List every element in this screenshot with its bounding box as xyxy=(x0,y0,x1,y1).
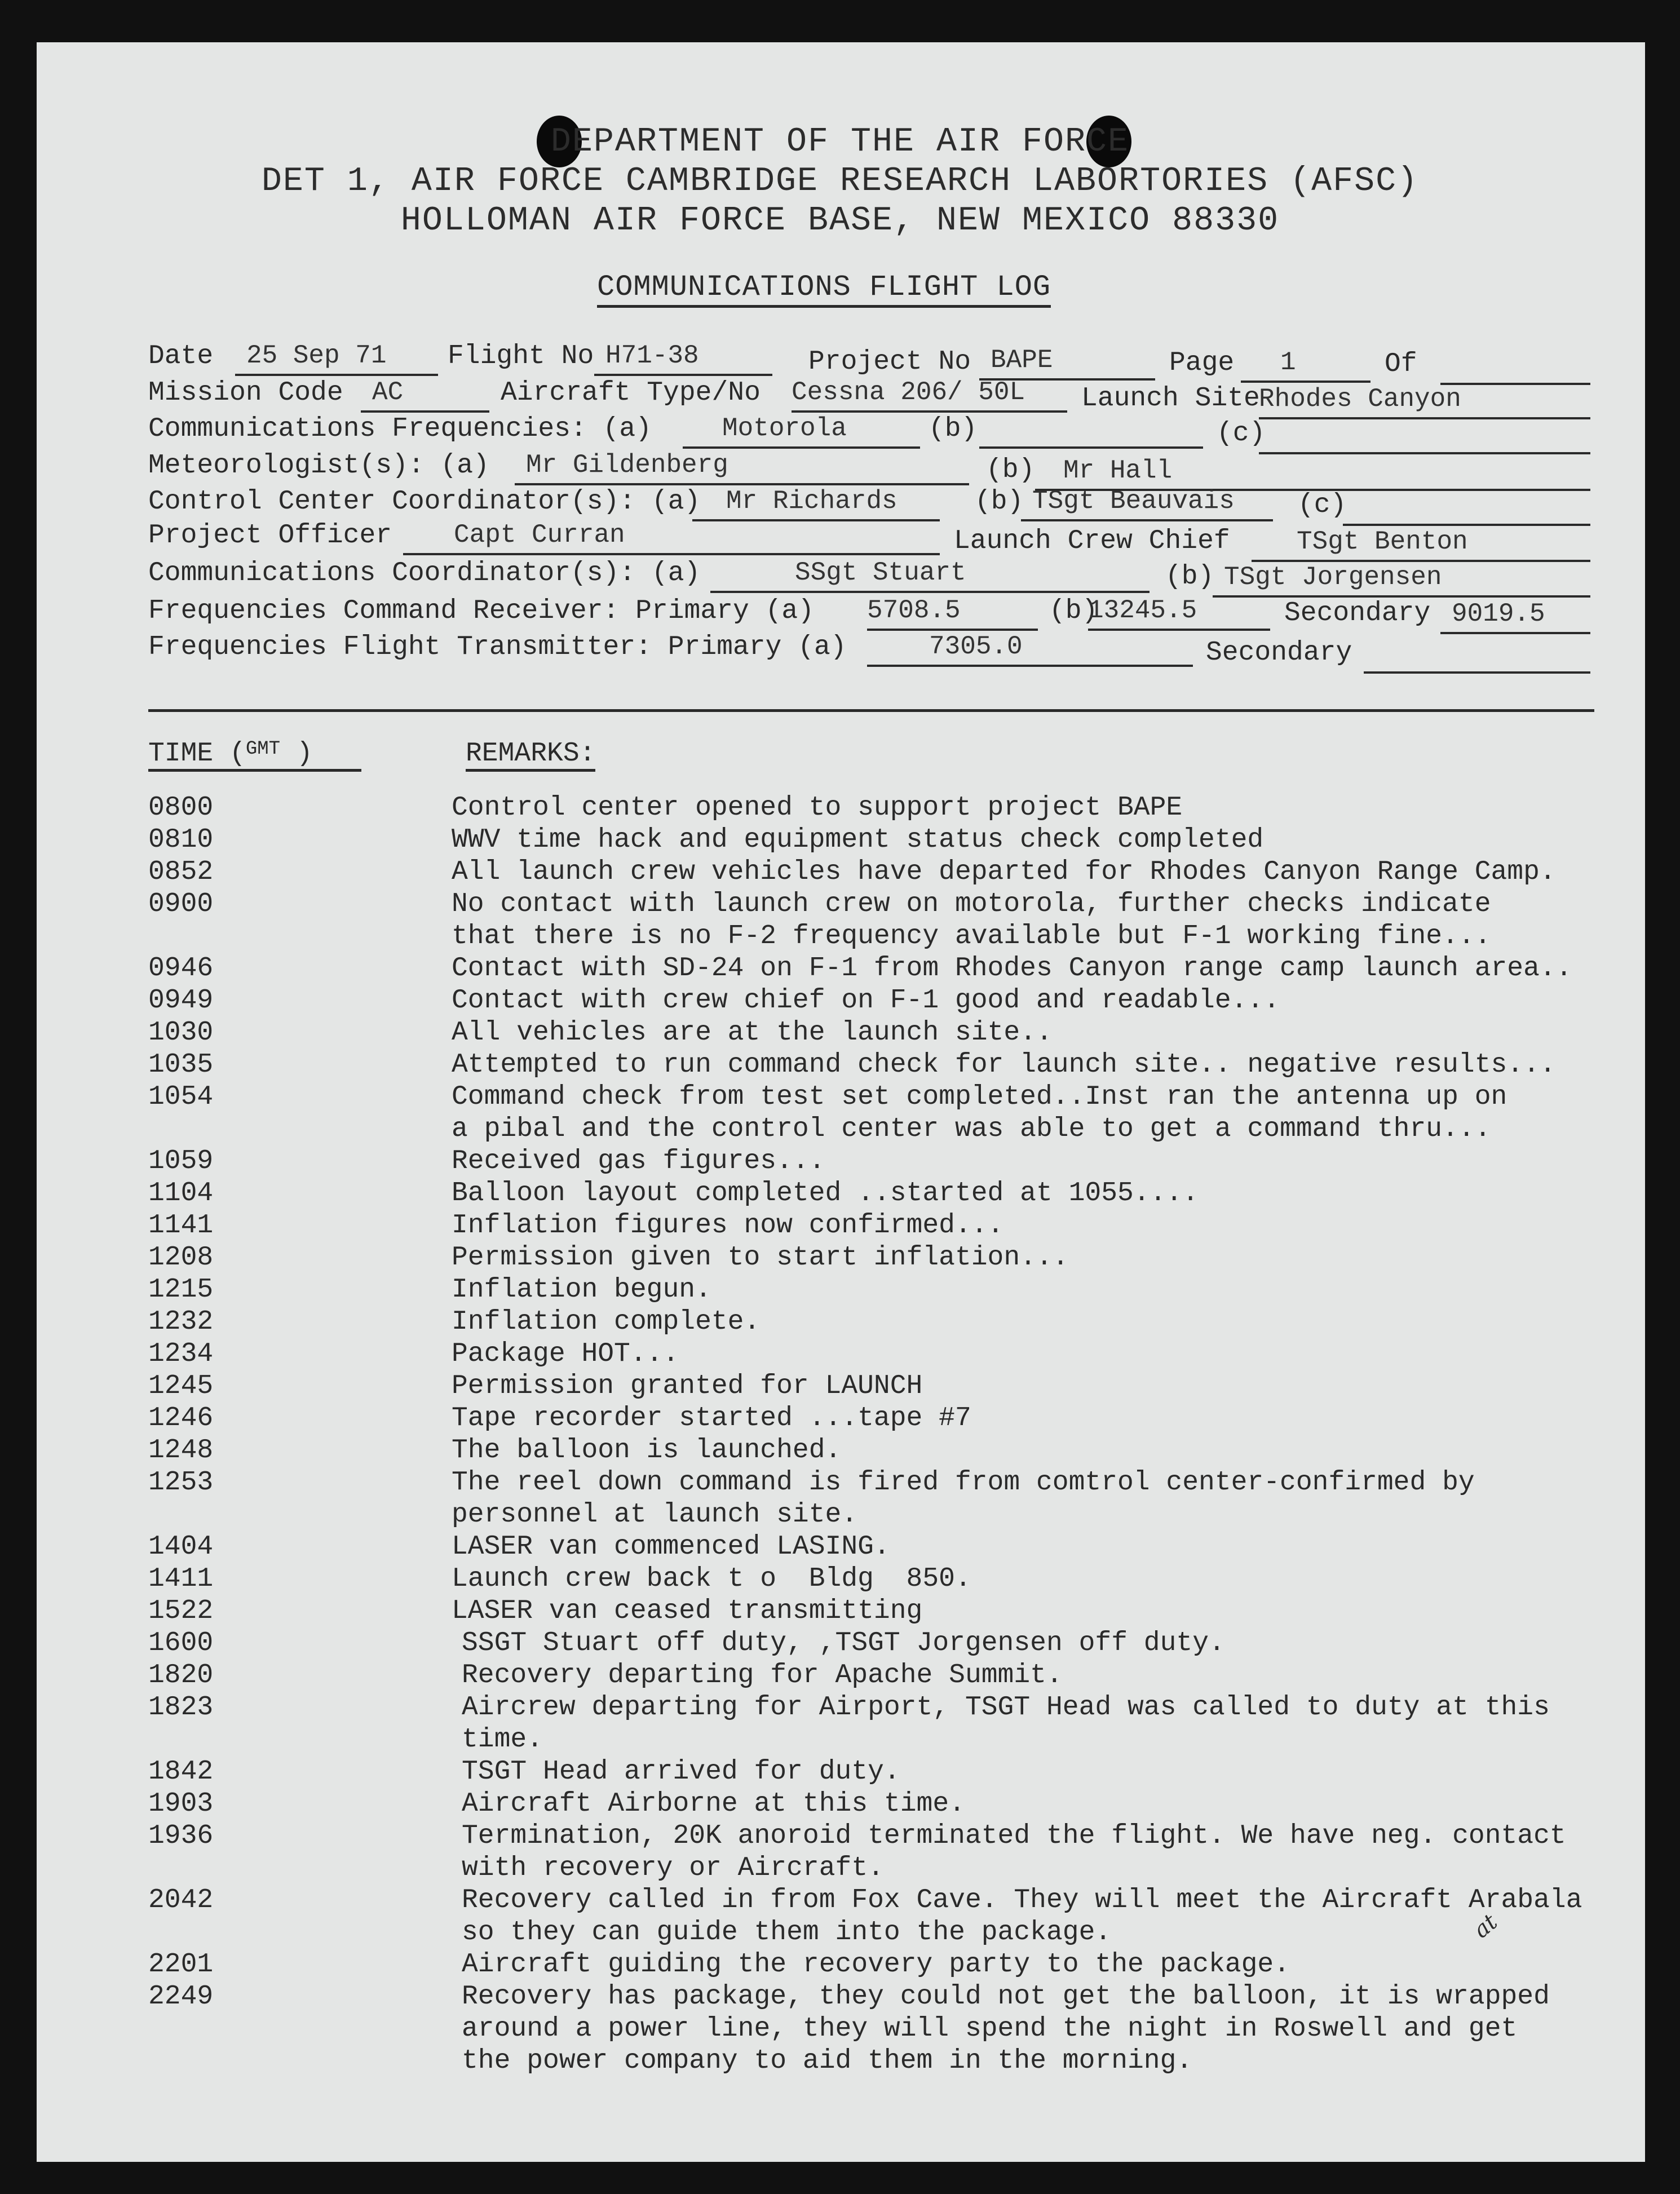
log-remark: Launch crew back t o Bldg 850. xyxy=(452,1564,971,1594)
log-entry xyxy=(148,1178,1637,1210)
log-remark: Control center opened to support project BAPE xyxy=(452,793,1183,823)
command-receiver-secondary-field: 9019.5 xyxy=(1440,599,1590,634)
log-remark: WWV time hack and equipment status check completed xyxy=(452,825,1264,855)
flight-transmitter-label: Frequencies Flight Transmitter: Primary (a) xyxy=(148,632,847,662)
log-entry xyxy=(148,985,1637,1017)
header-base: HOLLOMAN AIR FORCE BASE, NEW MEXICO 88330 xyxy=(400,202,1280,240)
log-time: 1030 xyxy=(148,1018,214,1048)
time-column-header xyxy=(148,738,361,772)
flight-no-field: H71-38 xyxy=(594,341,772,376)
log-entry xyxy=(148,1692,1637,1756)
time-header-label: TIME ( xyxy=(148,738,246,769)
log-time: 1141 xyxy=(148,1210,214,1241)
log-remark: Received gas figures... xyxy=(452,1146,825,1176)
log-remark: Permission granted for LAUNCH xyxy=(452,1371,923,1401)
log-time: 1903 xyxy=(148,1789,214,1819)
control-center-b-label: (b) xyxy=(975,486,1024,517)
log-entry xyxy=(148,1017,1637,1049)
comm-coordinator-a-field: SSgt Stuart xyxy=(710,558,1150,593)
log-time: 0810 xyxy=(148,825,214,855)
meteorologist-b-label: (b) xyxy=(986,455,1035,485)
control-center-label: Control Center Coordinator(s): (a) xyxy=(148,486,701,517)
log-entry xyxy=(148,1403,1637,1435)
handwritten-annotation: at xyxy=(1468,1909,1503,1944)
meteorologist-label: Meteorologist(s): (a) xyxy=(148,450,489,481)
log-entry xyxy=(148,1820,1637,1885)
log-remark: Recovery called in from Fox Cave. They will meet the Aircraft Arabala so they can guide them into the package. xyxy=(462,1885,1582,1948)
log-remark: Contact with crew chief on F-1 good and readable... xyxy=(452,985,1280,1016)
header-department: DEPARTMENT OF THE AIR FORCE xyxy=(550,123,1130,161)
log-remark: Contact with SD-24 on F-1 from Rhodes Canyon range camp launch area.. xyxy=(452,953,1572,984)
command-receiver-label: Frequencies Command Receiver: Primary (a) xyxy=(148,596,814,626)
log-remark: SSGT Stuart off duty, ,TSGT Jorgensen off duty. xyxy=(462,1628,1225,1658)
log-remark: Command check from test set completed..Inst ran the antenna up on a pibal and the control center was able to get a command thru... xyxy=(452,1082,1507,1144)
log-remark: Tape recorder started ...tape #7 xyxy=(452,1403,971,1434)
log-time: 2042 xyxy=(148,1885,214,1916)
of-label: Of xyxy=(1385,349,1417,379)
page-label: Page xyxy=(1169,348,1235,378)
log-remark: Recovery has package, they could not get the balloon, it is wrapped around a power line, they will spend the night in Roswell and get the power company to aid them in the morning. xyxy=(462,1981,1550,2076)
log-time: 0946 xyxy=(148,953,214,984)
log-time: 1404 xyxy=(148,1532,214,1562)
log-entry xyxy=(148,1210,1637,1242)
log-remark: LASER van ceased transmitting xyxy=(452,1596,923,1626)
log-entry xyxy=(148,1081,1637,1145)
log-remark: TSGT Head arrived for duty. xyxy=(462,1757,900,1787)
log-remark: The balloon is launched. xyxy=(452,1435,842,1466)
launch-site-label: Launch Site xyxy=(1081,383,1260,414)
log-remark: Inflation figures now confirmed... xyxy=(452,1210,1004,1241)
meteorologist-a-field: Mr Gildenberg xyxy=(515,450,969,485)
log-time: 0852 xyxy=(148,857,214,887)
log-remark: Recovery departing for Apache Summit. xyxy=(462,1660,1063,1691)
log-remark: Aircrew departing for Airport, TSGT Head was called to duty at this time. xyxy=(462,1692,1550,1755)
project-no-label: Project No xyxy=(808,347,971,377)
log-remark: Permission given to start inflation... xyxy=(452,1242,1069,1273)
log-entry xyxy=(148,1370,1637,1403)
aircraft-field: Cessna 206/ 50L xyxy=(792,378,1067,413)
form-row-command-receiver xyxy=(0,596,1680,632)
log-remark: LASER van commenced LASING. xyxy=(452,1532,890,1562)
log-time: 1820 xyxy=(148,1660,214,1691)
log-time: 1215 xyxy=(148,1275,214,1305)
log-remark: All launch crew vehicles have departed for Rhodes Canyon Range Camp. xyxy=(452,857,1556,887)
meteorologist-b-field: Mr Hall xyxy=(1035,456,1590,491)
log-time: 1234 xyxy=(148,1339,214,1369)
form-row-flight-transmitter xyxy=(0,632,1680,668)
log-entry xyxy=(148,953,1637,985)
log-time: 2249 xyxy=(148,1981,214,2012)
log-entry xyxy=(148,1531,1637,1563)
log-remark: Inflation begun. xyxy=(452,1275,711,1305)
comm-freq-label: Communications Frequencies: (a) xyxy=(148,414,652,444)
flight-transmitter-a-field: 7305.0 xyxy=(867,632,1193,667)
log-entry xyxy=(148,1595,1637,1627)
log-time: 1842 xyxy=(148,1757,214,1787)
command-receiver-b-field: 13245.5 xyxy=(1088,596,1270,631)
log-time: 1522 xyxy=(148,1596,214,1626)
log-time: 1600 xyxy=(148,1628,214,1658)
form-row-date xyxy=(0,341,1680,377)
flight-transmitter-secondary-label: Secondary xyxy=(1206,638,1352,668)
command-receiver-b-label: (b) xyxy=(1049,596,1098,626)
project-officer-label: Project Officer xyxy=(148,520,392,551)
date-label: Date xyxy=(148,341,214,371)
log-remark: Termination, 20K anoroid terminated the flight. We have neg. contact with recovery or Aircraft. xyxy=(462,1821,1566,1883)
log-time: 0949 xyxy=(148,985,214,1016)
comm-freq-a-field: Motorola xyxy=(683,414,920,449)
log-time: 1245 xyxy=(148,1371,214,1401)
log-entry xyxy=(148,824,1637,856)
comm-freq-c-field xyxy=(1259,419,1590,454)
remarks-column-header: REMARKS: xyxy=(466,738,595,772)
log-remark: Inflation complete. xyxy=(452,1307,761,1337)
form-row-project-officer xyxy=(0,520,1680,556)
form-row-mission xyxy=(0,378,1680,414)
form-row-comm-coordinator xyxy=(0,558,1680,594)
gmt-label: GMT xyxy=(245,738,281,760)
log-entry xyxy=(148,1563,1637,1595)
flight-transmitter-secondary-field xyxy=(1364,639,1590,674)
page-field: 1 xyxy=(1241,348,1370,383)
log-entry xyxy=(148,1981,1637,2077)
log-time: 1232 xyxy=(148,1307,214,1337)
log-remark: Balloon layout completed ..started at 1055.... xyxy=(452,1178,1199,1209)
log-time: 1035 xyxy=(148,1050,214,1080)
log-entry xyxy=(148,1467,1637,1531)
launch-site-field: Rhodes Canyon xyxy=(1259,384,1590,419)
aircraft-label: Aircraft Type/No xyxy=(501,378,761,408)
log-entry xyxy=(148,1788,1637,1820)
log-remark: The reel down command is fired from comtrol center-confirmed by personnel at launch site. xyxy=(452,1467,1475,1530)
form-row-comm-freq xyxy=(0,414,1680,450)
log-entry xyxy=(148,1242,1637,1274)
log-remark: Package HOT... xyxy=(452,1339,679,1369)
log-time: 0900 xyxy=(148,889,214,919)
flight-no-label: Flight No xyxy=(448,341,594,371)
log-time: 1248 xyxy=(148,1435,214,1466)
form-row-meteorologist xyxy=(0,450,1680,486)
log-entry xyxy=(148,1885,1637,1949)
log-entry xyxy=(148,1949,1637,1981)
log-entry xyxy=(148,792,1637,824)
log-time: 1253 xyxy=(148,1467,214,1498)
mission-code-label: Mission Code xyxy=(148,378,343,408)
flight-log-entries xyxy=(148,792,1637,2077)
log-time: 1246 xyxy=(148,1403,214,1434)
log-entry xyxy=(148,1756,1637,1788)
log-remark: No contact with launch crew on motorola, further checks indicate that there is no F-2 frequency available but F-1 working fine... xyxy=(452,889,1491,952)
log-time: 0800 xyxy=(148,793,214,823)
log-entry xyxy=(148,1627,1637,1660)
log-remark: All vehicles are at the launch site.. xyxy=(452,1018,1053,1048)
log-time: 1059 xyxy=(148,1146,214,1176)
section-divider xyxy=(148,709,1594,712)
log-time: 1104 xyxy=(148,1178,214,1209)
log-entry xyxy=(148,1660,1637,1692)
date-field: 25 Sep 71 xyxy=(235,341,438,376)
project-no-field: BAPE xyxy=(979,346,1155,381)
comm-freq-b-field xyxy=(979,414,1203,449)
log-entry xyxy=(148,1338,1637,1370)
log-entry xyxy=(148,1306,1637,1338)
launch-crew-chief-field: TSgt Benton xyxy=(1252,527,1590,562)
command-receiver-secondary-label: Secondary xyxy=(1284,598,1431,629)
log-entry xyxy=(148,856,1637,888)
log-entry xyxy=(148,1435,1637,1467)
time-header-close: ) xyxy=(280,738,313,769)
comm-coordinator-b-label: (b) xyxy=(1165,561,1214,592)
log-entry xyxy=(148,1049,1637,1081)
mission-code-field: AC xyxy=(361,378,489,413)
header-detachment: DET 1, AIR FORCE CAMBRIDGE RESEARCH LABORTORIES (AFSC) xyxy=(261,162,1419,201)
log-entry xyxy=(148,1274,1637,1306)
log-remark: Attempted to run command check for launch site.. negative results... xyxy=(452,1050,1556,1080)
log-entry xyxy=(148,888,1637,953)
log-time: 1411 xyxy=(148,1564,214,1594)
log-time: 1823 xyxy=(148,1692,214,1723)
control-center-c-label: (c) xyxy=(1298,490,1347,520)
log-remark: Aircraft Airborne at this time. xyxy=(462,1789,965,1819)
log-time: 1208 xyxy=(148,1242,214,1273)
control-center-b-field: TSgt Beauvais xyxy=(1021,486,1273,521)
log-time: 1936 xyxy=(148,1821,214,1851)
form-row-control-center xyxy=(0,486,1680,523)
control-center-a-field: Mr Richards xyxy=(692,486,940,521)
comm-freq-b-label: (b) xyxy=(929,414,978,444)
comm-freq-c-label: (c) xyxy=(1217,418,1266,449)
page-title: COMMUNICATIONS FLIGHT LOG xyxy=(597,271,1051,308)
comm-coordinator-b-field: TSgt Jorgensen xyxy=(1213,563,1590,598)
launch-crew-chief-label: Launch Crew Chief xyxy=(954,526,1230,556)
command-receiver-a-field: 5708.5 xyxy=(867,596,1038,631)
log-time: 1054 xyxy=(148,1082,214,1112)
log-remark: Aircraft guiding the recovery party to the package. xyxy=(462,1949,1290,1980)
comm-coordinator-label: Communications Coordinator(s): (a) xyxy=(148,558,701,589)
project-officer-field: Capt Curran xyxy=(403,520,940,555)
log-entry xyxy=(148,1145,1637,1178)
log-time: 2201 xyxy=(148,1949,214,1980)
